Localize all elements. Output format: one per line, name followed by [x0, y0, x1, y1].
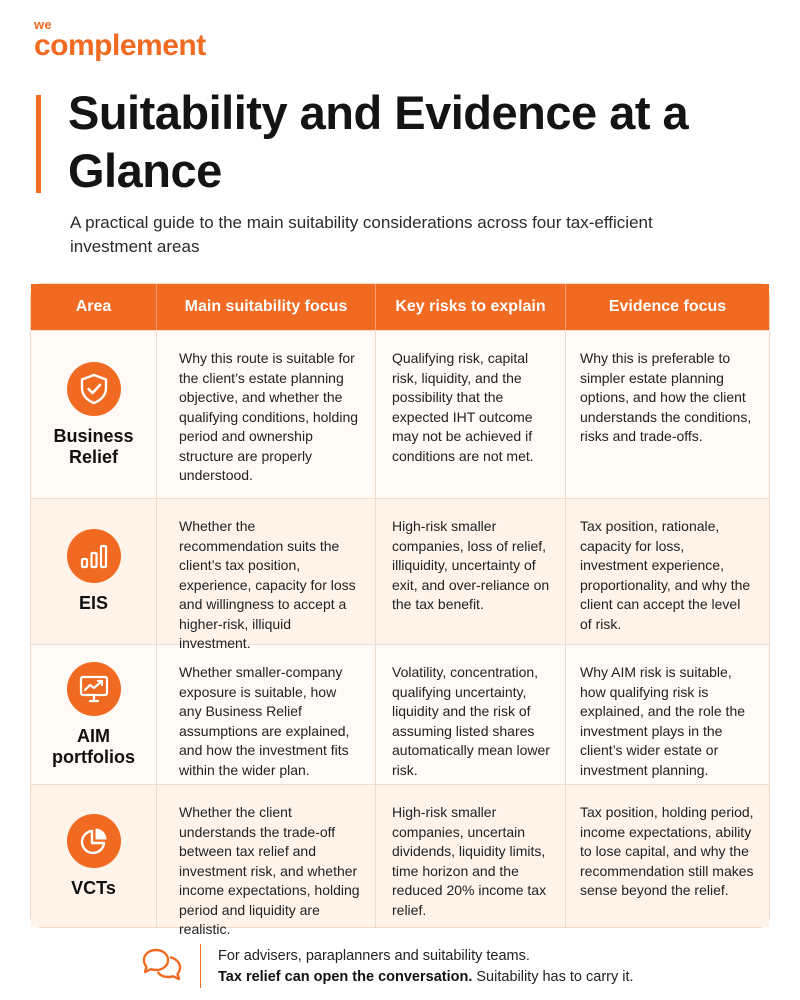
footer-tagline — [218, 967, 634, 988]
table-row — [31, 330, 769, 498]
table-row — [31, 784, 769, 937]
header-evidence-focus: Evidence focus — [608, 298, 727, 315]
area-cell — [31, 499, 157, 644]
area-name: EIS — [78, 593, 108, 613]
footer-audience: For advisers, paraplanners and suitability teams. — [218, 948, 530, 964]
key-risks-cell: Volatility, concentration, qualifying uncertainty, liquidity and the risk of assuming listed shares automatically mean lower risk. — [376, 645, 566, 784]
chat-bubbles-icon — [140, 946, 184, 987]
brand-name: complement — [34, 29, 206, 62]
bar-chart-icon — [67, 529, 121, 583]
table-row — [31, 644, 769, 784]
key-risks-cell: Qualifying risk, capital risk, liquidity, and the possibility that the expected IHT outcome may not be achieved if conditions are not met. — [376, 331, 566, 498]
shield-check-icon — [67, 362, 121, 416]
header-key-risks: Key risks to explain — [376, 284, 566, 330]
title-accent-bar — [36, 95, 41, 193]
brand-small-text: we — [34, 17, 52, 32]
header-main-suitability-focus: Main suitability focus — [157, 284, 376, 330]
footer-tagline-bold: Tax relief can open the conversation. — [218, 969, 473, 985]
evidence-focus-cell: Why this is preferable to simpler estate planning options, and how the client understands the conditions, risks and trade-offs. — [580, 350, 752, 444]
area-name: Business Relief — [53, 425, 134, 467]
page-title: Suitability and Evidence at a Glance — [68, 86, 689, 197]
header-area: Area — [31, 284, 157, 330]
area-name: VCTs — [71, 877, 116, 898]
suitability-table — [30, 283, 770, 937]
key-risks-cell: High-risk smaller companies, uncertain dividends, liquidity limits, time horizon and the reduced 20% income tax relief. — [376, 785, 566, 927]
page-subtitle: A practical guide to the main suitability considerations across four tax-efficient investment areas — [70, 213, 653, 256]
suitability-focus-cell: Why this route is suitable for the client’s estate planning objective, and whether the qualifying conditions, holding period and ownership structure are properly understood. — [157, 331, 376, 498]
pie-chart-icon — [67, 814, 121, 868]
footer-tagline-rest: Suitability has to carry it. — [472, 969, 634, 985]
area-name: AIM portfolios — [52, 725, 135, 767]
monitor-chart-icon — [67, 662, 121, 716]
footer-text — [218, 946, 634, 988]
area-cell — [31, 785, 157, 927]
key-risks-cell: High-risk smaller companies, loss of relief, illiquidity, uncertainty of exit, and over-reliance on the tax benefit. — [376, 499, 566, 644]
evidence-focus-cell: Why AIM risk is suitable, how qualifying risk is explained, and the role the investment plays in the client’s wider estate or investment planning. — [580, 664, 746, 778]
area-cell — [31, 331, 157, 498]
table-row — [31, 498, 769, 651]
area-cell — [31, 645, 157, 784]
table-header — [31, 284, 769, 330]
footer-divider — [200, 944, 201, 988]
brand-logo — [34, 18, 206, 61]
evidence-focus-cell: Tax position, rationale, capacity for loss, investment experience, proportionality, and why the client can accept the level of risk. — [580, 518, 751, 632]
suitability-focus-cell: Whether the client understands the trade-off between tax relief and investment risk, and whether income expectations, holding period and liquidity are realistic. — [157, 785, 376, 927]
suitability-focus-cell: Whether smaller-company exposure is suitable, how any Business Relief assumptions are explained, and how the investment fits within the wider plan. — [157, 645, 376, 784]
evidence-focus-cell: Tax position, holding period, income expectations, ability to lose capital, and why the recommendation still makes sense beyond the relief. — [580, 804, 754, 898]
suitability-focus-cell: Whether the recommendation suits the client’s tax position, experience, capacity for loss and willingness to accept a higher-risk, illiquid investment. — [157, 499, 376, 644]
